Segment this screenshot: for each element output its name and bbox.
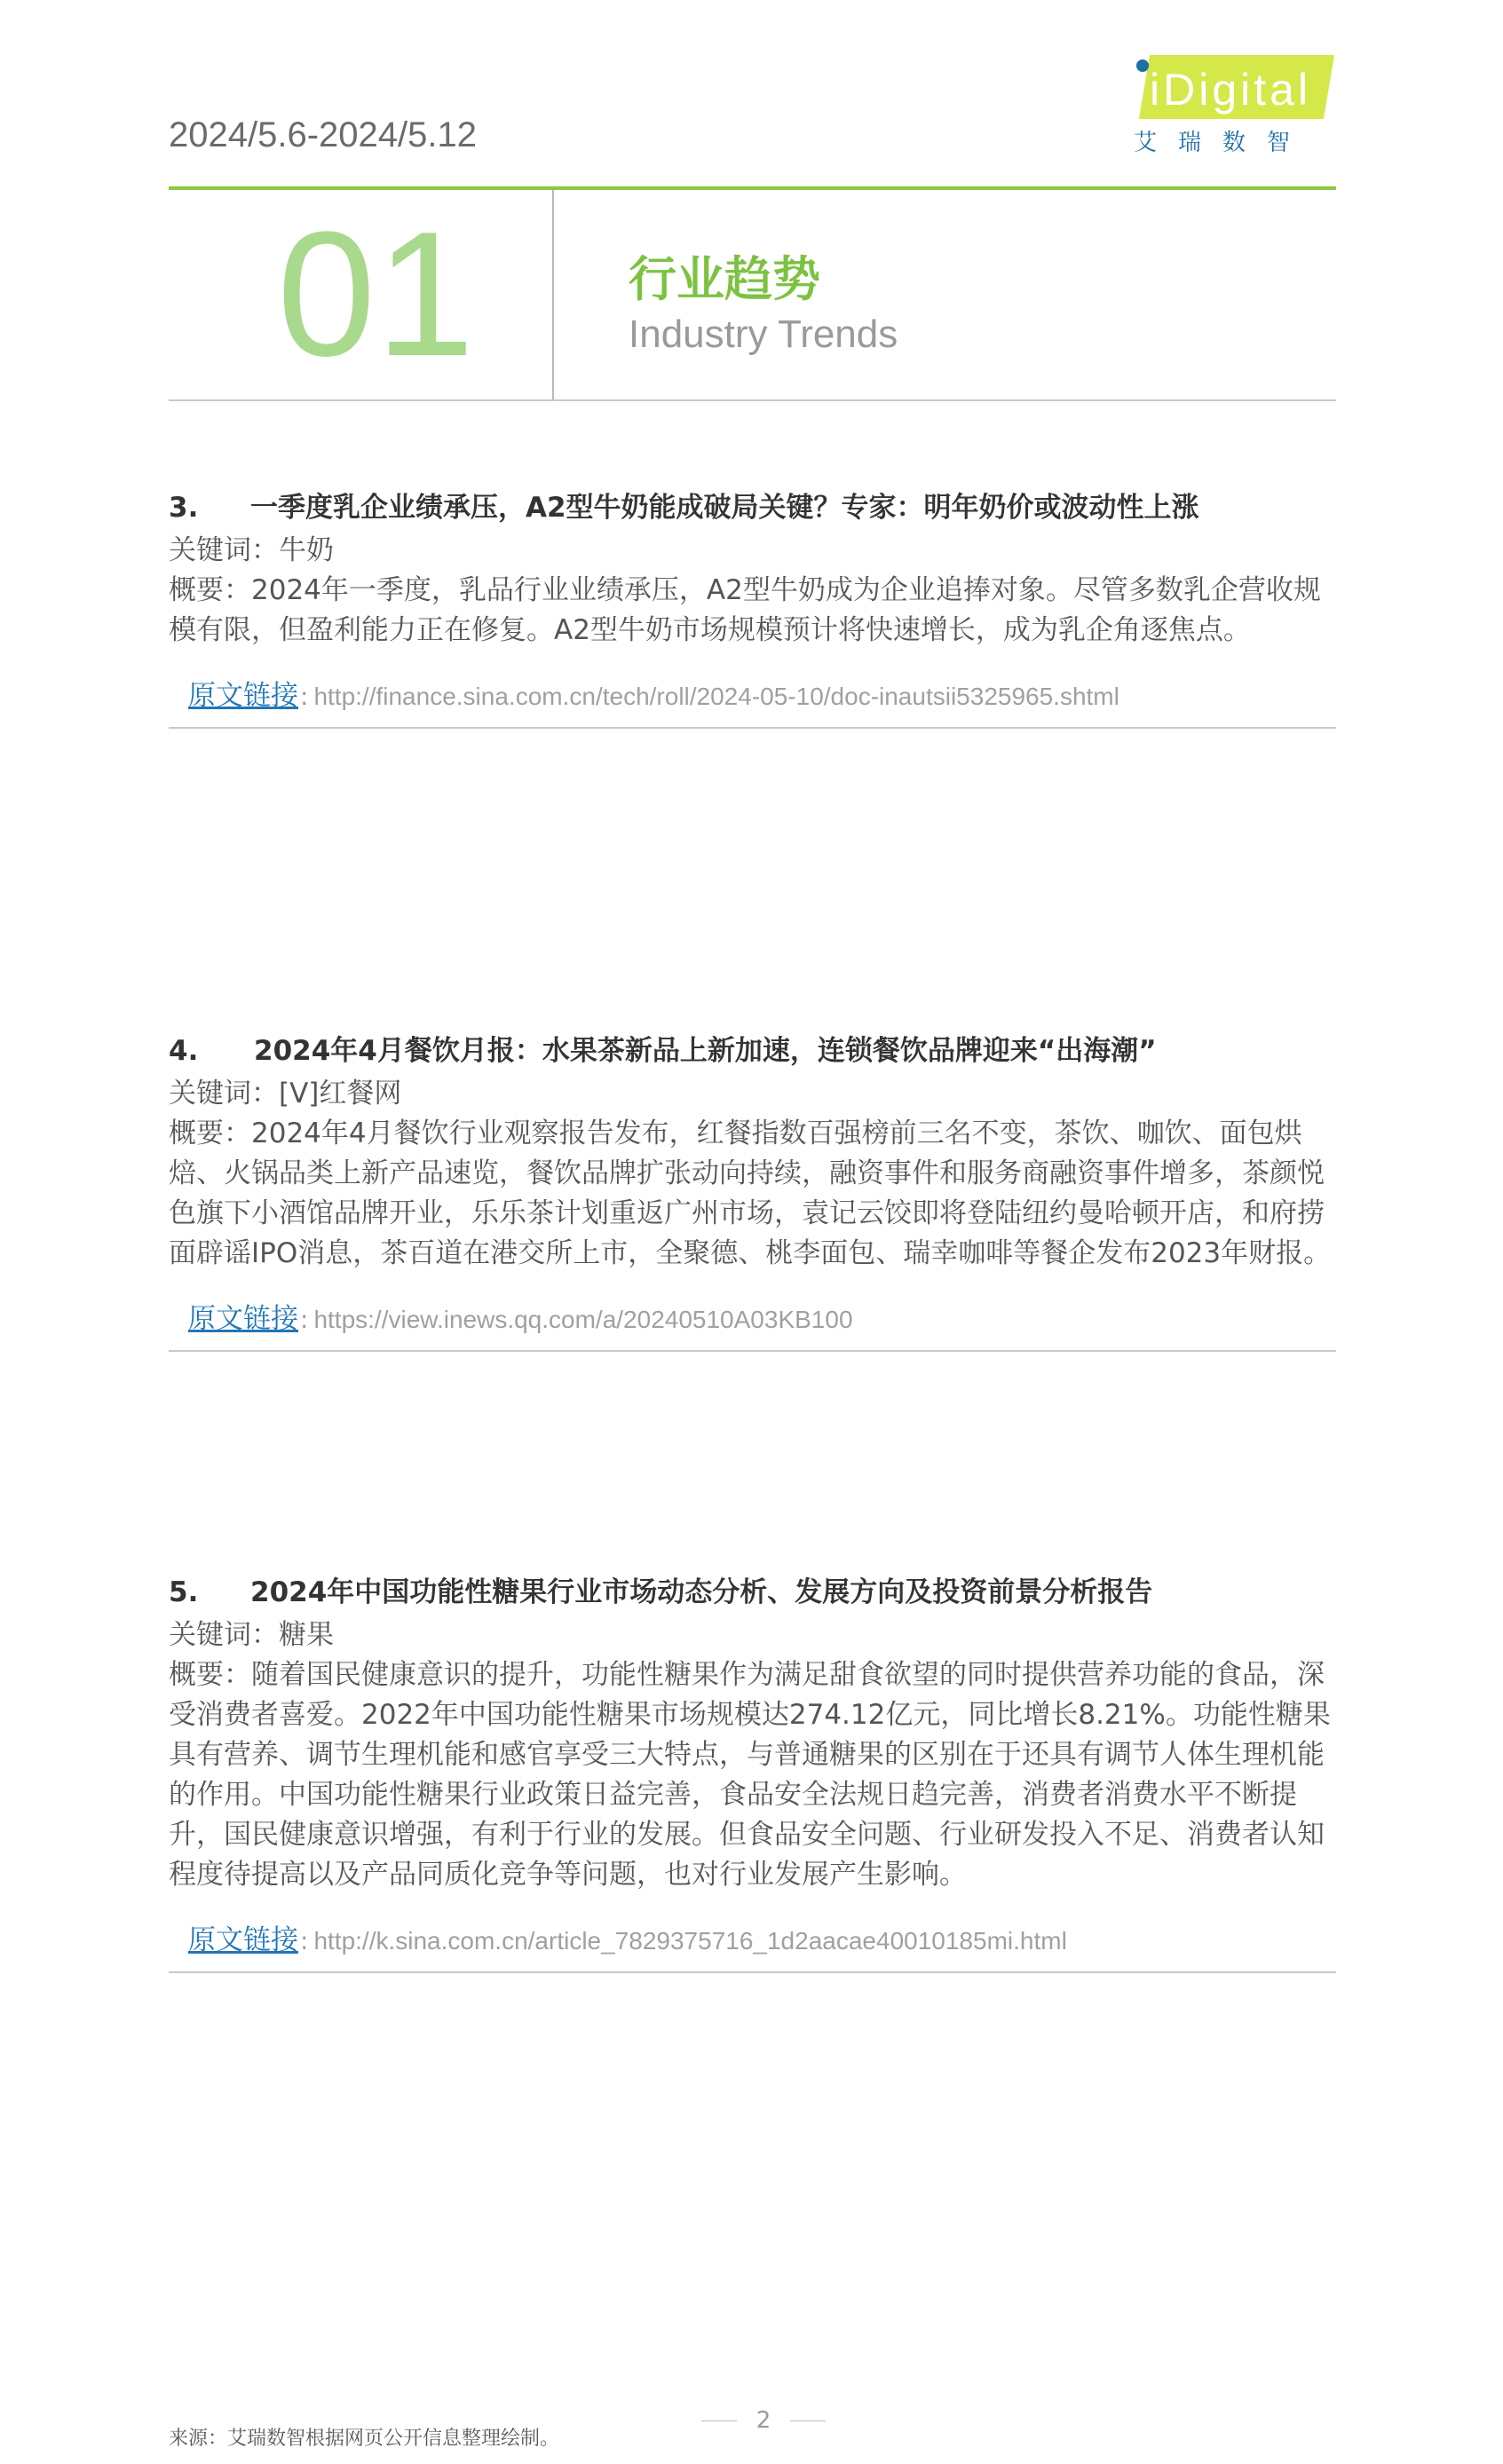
page-number-text: 2 [755,2407,771,2434]
article-keyword: 关键词：牛奶 [169,534,334,566]
idigital-logo [1134,53,1334,121]
article-title [169,1573,1336,1612]
article-title-text: 2024年4月餐饮月报：水果茶新品上新加速，连锁餐饮品牌迎来“出海潮” [254,1035,1157,1067]
logo-subtitle: 艾瑞数智 [1134,130,1312,156]
section-divider [552,190,554,399]
article-title [169,1031,1336,1070]
section-number: 01 [277,195,475,393]
article-link-row [169,1293,1336,1345]
article-rule [169,1350,1336,1352]
section-title: 行业趋势 [629,251,820,307]
article-title [169,488,1336,527]
article-item [169,1573,1336,1973]
source-link[interactable]: 原文链接 [188,680,298,712]
article-link-row [169,670,1336,722]
article-rule [169,727,1336,729]
section-rule [169,399,1336,401]
article-summary: 概要：随着国民健康意识的提升，功能性糖果作为满足甜食欲望的同时提供营养功能的食品，深受消费者喜爱。2022年中国功能性糖果市场规模达274.12亿元，同比增长8.21%。功能性糖果具有营养、调节生理机能和感官享受三大特点，与普通糖果的区别在于还具有调节人体生理机能的作用。中国功能性糖果行业政策日益完善，食品安全法规日趋完善，消费者消费水平不断提升，国民健康意识增强，有利于行业的发展。但食品安全问题、行业研发投入不足、消费者认知程度待提高以及产品同质化竞争等问题，也对行业发展产生影响。 [169,1659,1331,1891]
article-keyword: 关键词：[V]红餐网 [169,1078,402,1110]
source-url[interactable]: http://k.sina.com.cn/article_7829375716_1d2aacae40010185mi.html [313,1927,1067,1955]
link-colon: : [300,1926,309,1955]
logo-wordmark: iDigital [1150,65,1312,115]
article-number: 5. [169,1576,199,1608]
source-link[interactable]: 原文链接 [188,1924,298,1956]
article-item [169,488,1336,729]
report-date-range: 2024/5.6-2024/5.12 [169,115,477,154]
article-title-text: 2024年中国功能性糖果行业市场动态分析、发展方向及投资前景分析报告 [250,1576,1153,1608]
page-number [675,2407,852,2434]
article-title-text: 一季度乳企业绩承压，A2型牛奶能成破局关键？专家：明年奶价或波动性上涨 [250,492,1199,524]
article-number: 4. [169,1035,199,1067]
header-rule [169,186,1336,190]
link-colon: : [300,1305,309,1334]
article-link-row [169,1915,1336,1966]
article-rule [169,1971,1336,1973]
article-summary: 概要：2024年4月餐饮行业观察报告发布，红餐指数百强榜前三名不变，茶饮、咖饮、面包烘焙、火锅品类上新产品速览，餐饮品牌扩张动向持续，融资事件和服务商融资事件增多，茶颜悦色旗下小酒馆品牌开业，乐乐茶计划重返广州市场，袁记云饺即将登陆纽约曼哈顿开店，和府捞面辟谣IPO消息，茶百道在港交所上市，全聚德、桃李面包、瑞幸咖啡等餐企发布2023年财报。 [169,1117,1332,1269]
article-item [169,1031,1336,1352]
article-summary: 概要：2024年一季度，乳品行业业绩承压，A2型牛奶成为企业追捧对象。尽管多数乳企营收规模有限，但盈利能力正在修复。A2型牛奶市场规模预计将快速增长，成为乳企角逐焦点。 [169,574,1321,646]
source-url[interactable]: https://view.inews.qq.com/a/20240510A03KB100 [313,1306,853,1333]
section-subtitle: Industry Trends [629,312,898,356]
article-number: 3. [169,492,199,524]
source-note: 来源：艾瑞数智根据网页公开信息整理绘制。 [169,2428,560,2450]
link-colon: : [300,682,309,711]
source-link[interactable]: 原文链接 [188,1303,298,1335]
article-keyword: 关键词：糖果 [169,1619,334,1651]
source-url[interactable]: http://finance.sina.com.cn/tech/roll/2024-05-10/doc-inautsii5325965.shtml [313,683,1119,710]
